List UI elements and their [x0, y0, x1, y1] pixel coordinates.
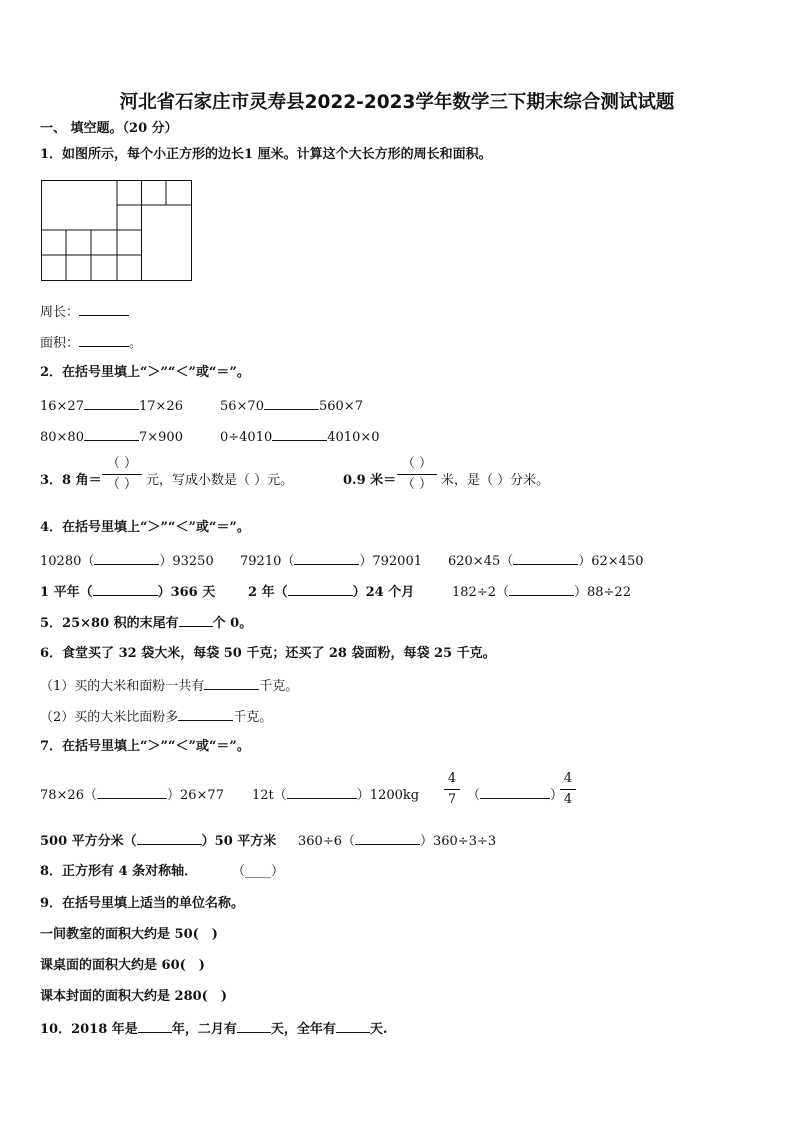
q10-blank[interactable]	[138, 1020, 172, 1033]
q4-blank[interactable]	[513, 552, 578, 565]
q7-blank[interactable]	[97, 786, 167, 799]
question-2: 2．在括号里填上“＞”“＜”或“＝”。	[40, 365, 250, 380]
q4-blank[interactable]	[94, 552, 159, 565]
q4-item: 2 年（ ）24 个月	[248, 585, 415, 600]
q6-sub-1: （1）买的大米和面粉一共有 千克。	[40, 679, 299, 694]
fraction-numerator[interactable]: （ ）	[106, 456, 138, 471]
area-end: 。	[129, 336, 143, 351]
q10-blank[interactable]	[237, 1020, 271, 1033]
q4-blank[interactable]	[288, 583, 353, 596]
grid-figure	[40, 180, 193, 282]
q4-blank[interactable]	[93, 583, 158, 596]
area-blank[interactable]	[79, 334, 129, 347]
question-9: 9．在括号里填上适当的单位名称。	[40, 896, 245, 911]
question-4: 4．在括号里填上“＞”“＜”或“＝”。	[40, 520, 250, 535]
perimeter-blank[interactable]	[79, 303, 129, 316]
q6-sub-2: （2）买的大米比面粉多 千克。	[40, 710, 273, 725]
q7-item: 500 平方分米（ ）50 平方米	[40, 834, 277, 849]
q2-expr: 0÷4010	[220, 430, 273, 445]
q7-blank[interactable]	[287, 786, 357, 799]
q2-expr: 17×26	[138, 399, 183, 414]
question-7: 7．在括号里填上“＞”“＜”或“＝”。	[40, 739, 250, 754]
question-3-prefix: 3．8 角＝	[40, 473, 102, 488]
q5-blank[interactable]	[179, 614, 213, 627]
question-3-mid: 元，写成小数是（ ）元。	[146, 473, 294, 488]
q2-expr: 56×70	[220, 399, 264, 414]
q2-expr: 16×27	[40, 399, 84, 414]
fraction-numerator: 4	[563, 771, 573, 786]
q7-item: 12t（ ）1200kg	[252, 788, 420, 803]
q9-line-1[interactable]: 一间教室的面积大约是 50( )	[40, 927, 218, 942]
fraction-denominator: 7	[447, 792, 457, 807]
q4-item: 620×45（ ）62×450	[448, 554, 644, 569]
q2-expr: 7×900	[138, 430, 183, 445]
q2-blank[interactable]	[84, 428, 139, 441]
question-5: 5．25×80 积的末尾有 个 0。	[40, 616, 253, 631]
q2-row-2b	[220, 428, 380, 446]
q6-blank-2[interactable]	[178, 708, 233, 721]
area-label: 面积：	[40, 336, 80, 351]
q2-expr: 80×80	[40, 430, 84, 445]
q2-row-1	[40, 397, 183, 415]
q3-fraction-2	[397, 455, 437, 494]
q2-row-1b	[220, 397, 363, 415]
question-1: 1．如图所示，每个小正方形的边长1 厘米。计算这个大长方形的周长和面积。	[40, 147, 492, 162]
q4-item: 10280（ ）93250	[40, 554, 214, 569]
question-6: 6．食堂买了 32 袋大米，每袋 50 千克；还买了 28 袋面粉，每袋 25 千克。	[40, 646, 496, 661]
q2-row-2	[40, 428, 183, 446]
q4-blank[interactable]	[294, 552, 359, 565]
q7-blank[interactable]	[137, 832, 202, 845]
q2-expr: 4010×0	[327, 430, 380, 445]
question-3-suffix: 米，是（ ）分米。	[441, 473, 550, 488]
q7-fraction-2	[560, 770, 576, 809]
fraction-denominator[interactable]: （ ）	[401, 477, 433, 492]
q7-blank[interactable]	[480, 786, 550, 799]
q7-fraction-1	[444, 770, 460, 809]
q2-blank[interactable]	[264, 397, 319, 410]
q4-item: 1 平年（ ）366 天	[40, 585, 216, 600]
fraction-numerator[interactable]: （ ）	[401, 456, 433, 471]
q9-line-2[interactable]: 课桌面的面积大约是 60( )	[40, 958, 205, 973]
q7-blank[interactable]	[355, 832, 420, 845]
q2-expr: 560×7	[318, 399, 363, 414]
area-line	[40, 334, 142, 352]
question-8: 8．正方形有 4 条对称轴．	[40, 864, 198, 879]
question-3-mid2: 0.9 米＝	[343, 473, 397, 488]
question-10: 10．2018 年是 年，二月有 天，全年有 天.	[40, 1022, 388, 1037]
fraction-denominator[interactable]: （ ）	[106, 477, 138, 492]
q4-item: 79210（ ）792001	[240, 554, 422, 569]
perimeter-line	[40, 303, 129, 321]
q2-blank[interactable]	[272, 428, 327, 441]
q7-item: 78×26（ ）26×77	[40, 788, 224, 803]
q9-line-3[interactable]: 课本封面的面积大约是 280( )	[40, 989, 227, 1004]
q3-fraction-1	[102, 455, 142, 494]
q7-item: （ ）	[467, 788, 564, 803]
q2-blank[interactable]	[84, 397, 139, 410]
q7-item: 360÷6（ ）360÷3÷3	[298, 834, 497, 849]
page-title: 河北省石家庄市灵寿县2022-2023学年数学三下期末综合测试试题	[119, 92, 675, 113]
fraction-denominator: 4	[563, 792, 573, 807]
section-heading: 一、 填空题。（20 分）	[40, 121, 178, 136]
q8-answer[interactable]: （____）	[232, 864, 285, 879]
perimeter-label: 周长：	[40, 305, 80, 320]
q10-blank[interactable]	[336, 1020, 370, 1033]
fraction-numerator: 4	[447, 771, 457, 786]
q4-item: 182÷2（ ）88÷22	[452, 585, 631, 600]
q6-blank-1[interactable]	[204, 677, 259, 690]
q4-blank[interactable]	[509, 583, 574, 596]
